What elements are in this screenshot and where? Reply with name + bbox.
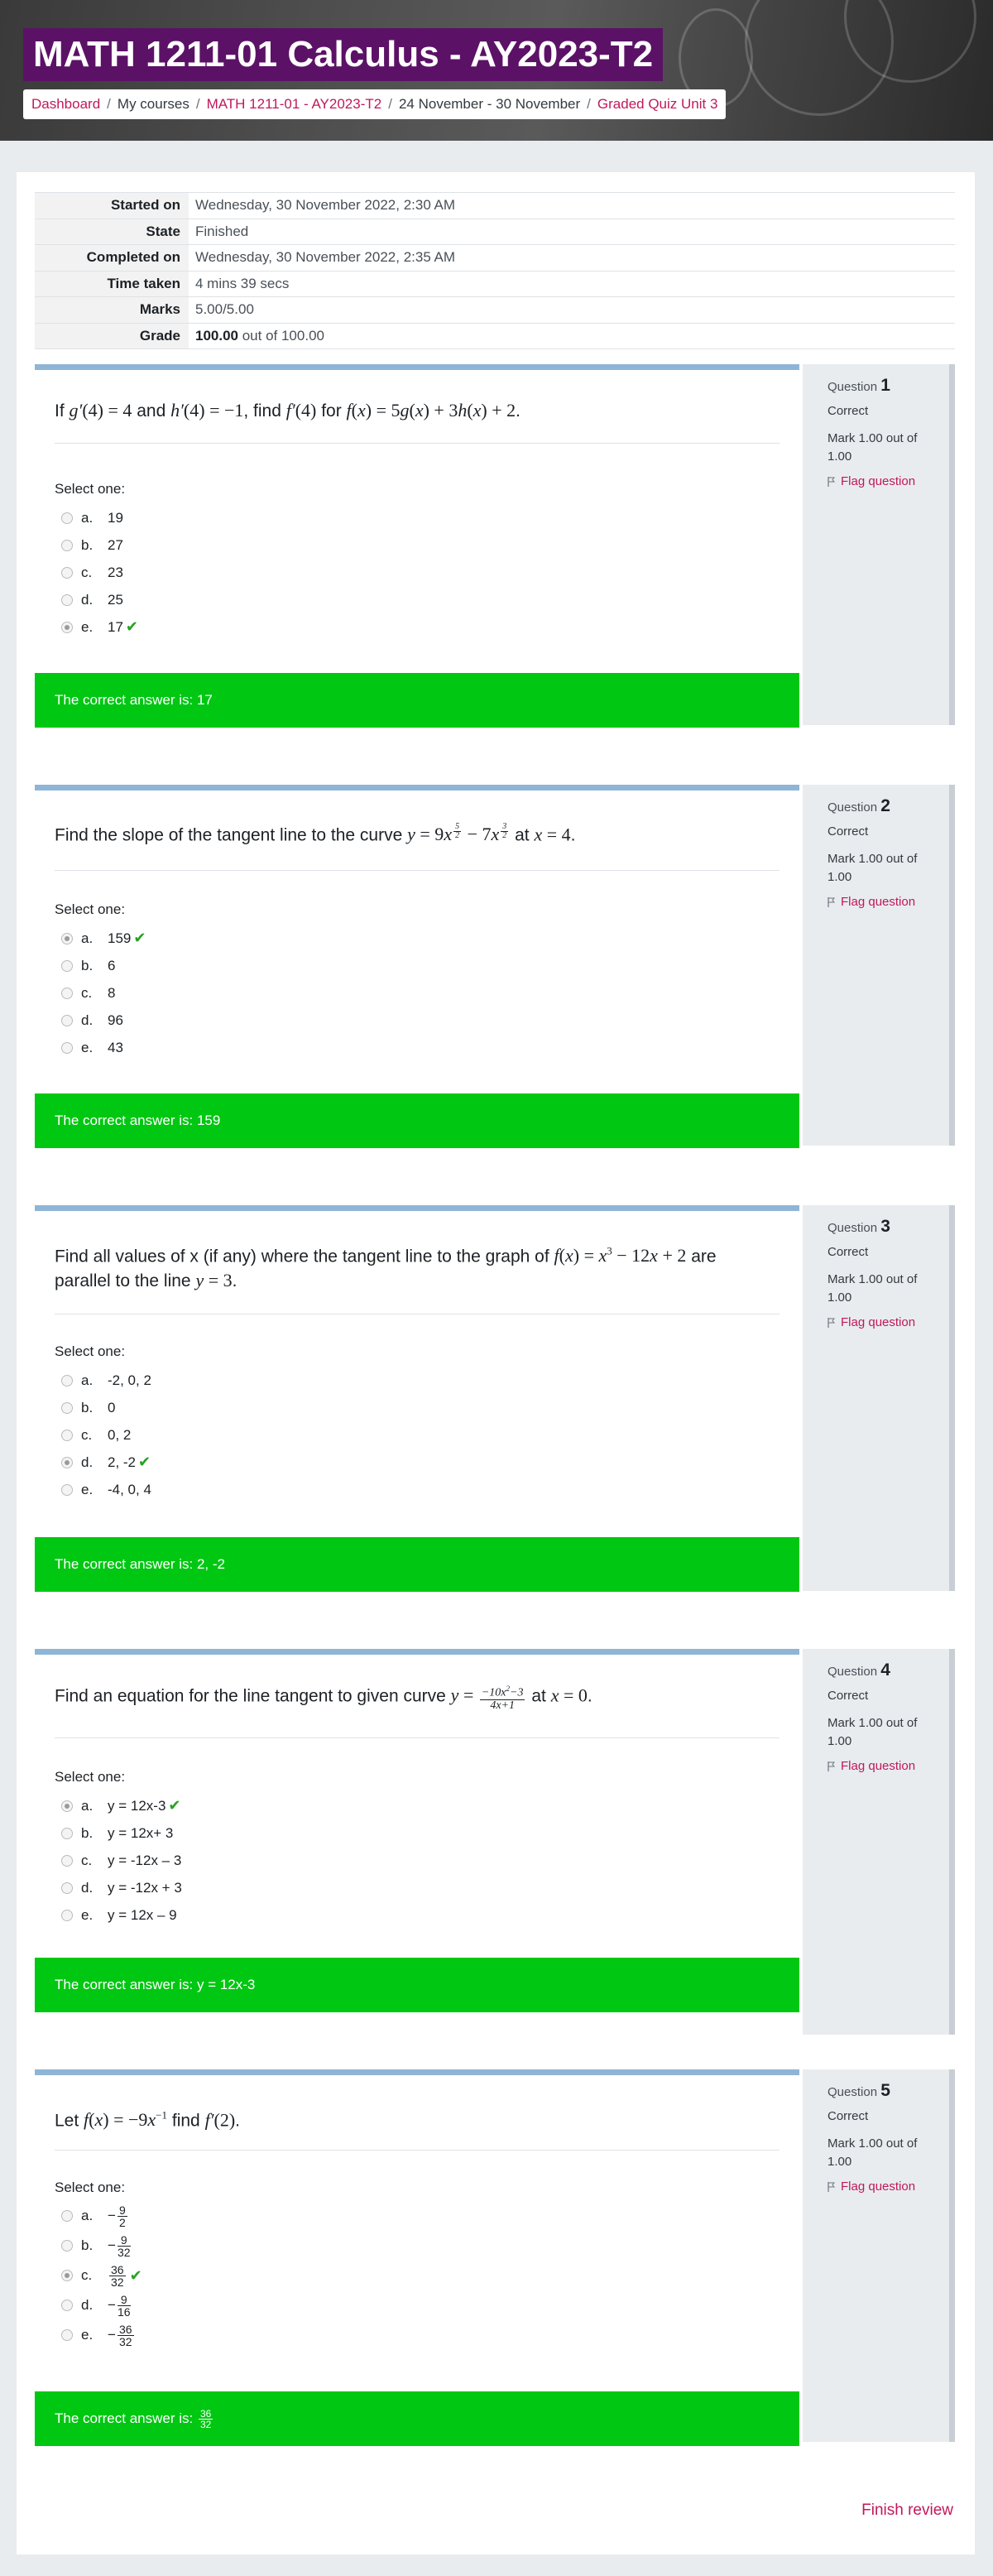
radio-button[interactable] (61, 1828, 73, 1839)
option-letter: a. (81, 1797, 94, 1814)
answer-option[interactable] (61, 2290, 142, 2320)
breadcrumb-separator: / (587, 96, 591, 112)
option-letter: a. (81, 2208, 94, 2223)
flag-question-link[interactable] (828, 895, 949, 909)
summary-value (189, 323, 955, 349)
breadcrumb-week: 24 November - 30 November (398, 96, 581, 112)
question-grade: Mark 1.00 out of 1.00 (828, 2136, 918, 2169)
divider (55, 443, 780, 444)
option-text: 23 (108, 564, 123, 580)
flag-icon (828, 1318, 836, 1328)
answer-option[interactable] (61, 2320, 142, 2350)
summary-label: Completed on (35, 245, 189, 272)
question-content (35, 785, 799, 1146)
correct-answer-prefix: The correct answer is: (55, 1977, 194, 1992)
answer-option[interactable] (61, 1367, 151, 1394)
radio-button-selected[interactable] (61, 933, 73, 944)
flag-question-label: Flag question (841, 2180, 916, 2194)
correct-answer-math: $\frac{36}{32}$ (199, 2408, 212, 2431)
correct-answer-prefix: The correct answer is: (55, 1113, 194, 1128)
answer-option[interactable] (61, 1394, 151, 1421)
flag-question-link[interactable] (828, 1759, 949, 1773)
correct-answer-value: y = 12x-3 (196, 1977, 256, 1992)
divider (55, 2150, 780, 2151)
check-icon: ✔ (125, 618, 139, 635)
select-one-label: Select one: (55, 1343, 126, 1359)
radio-button[interactable] (61, 988, 73, 999)
option-letter: b. (81, 1824, 94, 1841)
option-letter: c. (81, 2267, 93, 2283)
check-icon: ✔ (129, 2266, 142, 2284)
page-title: MATH 1211-01 Calculus - AY2023-T2 (23, 28, 663, 81)
option-text: 0, 2 (108, 1426, 132, 1443)
radio-button[interactable] (61, 1375, 73, 1387)
breadcrumb-my-courses: My courses (117, 96, 189, 112)
answer-option[interactable] (61, 1476, 151, 1503)
radio-button[interactable] (61, 2300, 73, 2311)
option-letter: c. (81, 564, 93, 580)
select-one-label: Select one: (55, 901, 126, 917)
question-content (35, 2069, 799, 2442)
answer-option[interactable] (61, 531, 138, 559)
check-icon: ✔ (168, 1797, 181, 1814)
flag-icon (828, 897, 836, 907)
quiz-summary-table (35, 192, 955, 349)
correct-answer-feedback (35, 673, 799, 728)
question-text: Find an equation for the line tangent to given curve y = $\frac{-10x^2-3}{4x+1}$ at x = 0. (55, 1684, 592, 1712)
summary-row (35, 245, 955, 272)
question-state: Correct (828, 824, 869, 839)
select-one-label: Select one: (55, 2180, 126, 2195)
correct-answer-prefix: The correct answer is: (55, 2410, 194, 2426)
summary-label: State (35, 219, 189, 245)
option-text: 19 (108, 509, 123, 526)
option-text: 27 (108, 536, 123, 553)
answer-options (61, 504, 138, 641)
answer-option[interactable] (61, 2201, 142, 2231)
option-text: 8 (108, 984, 116, 1001)
option-letter: b. (81, 957, 94, 973)
question-info (803, 1205, 955, 1591)
answer-option[interactable] (61, 504, 138, 531)
flag-question-label: Flag question (841, 895, 916, 909)
question-number-value: 5 (880, 2081, 890, 2100)
question-5 (35, 2069, 955, 2442)
flag-question-label: Flag question (841, 1315, 916, 1329)
answer-option[interactable] (61, 1874, 182, 1901)
option-text: 17 (108, 618, 123, 635)
question-text: Find the slope of the tangent line to the curve y = 9x $^{\frac{5}{2}}$ − 7x $^{\frac{3}{2}}$ at x = 4. (55, 821, 576, 845)
option-text: 6 (108, 957, 116, 973)
radio-button[interactable] (61, 1910, 73, 1921)
correct-answer-feedback (35, 1093, 799, 1148)
answer-option[interactable] (61, 2231, 142, 2261)
question-text: Let $f(x) = -9x^{-1}$ find f′(2). (55, 2109, 240, 2131)
answer-option[interactable] (61, 586, 138, 613)
breadcrumb-separator: / (107, 96, 111, 112)
option-text: 0 (108, 1399, 116, 1415)
check-icon: ✔ (133, 930, 146, 946)
question-text-part: Find an equation for the line tangent to given curve (55, 1686, 446, 1706)
correct-answer-prefix: The correct answer is: (55, 1556, 194, 1572)
radio-button[interactable] (61, 1882, 73, 1894)
answer-option[interactable] (61, 979, 146, 1007)
question-number (828, 2081, 949, 2101)
answer-option[interactable] (61, 613, 138, 641)
correct-answer-value: 2, -2 (196, 1556, 225, 1572)
radio-button[interactable] (61, 2329, 73, 2341)
answer-options (61, 2201, 142, 2350)
question-label: Question (828, 800, 878, 815)
question-text: If g′(4) = 4 and h′(4) = −1, find f′(4) for f(x) = 5g(x) + 3h(x) + 2. (55, 400, 520, 421)
divider (55, 1737, 780, 1738)
grade-value: 100.00 (195, 327, 238, 344)
page-header (0, 0, 993, 141)
radio-button-selected[interactable] (61, 1457, 73, 1468)
question-grade: Mark 1.00 out of 1.00 (828, 431, 918, 464)
breadcrumb-separator: / (388, 96, 392, 112)
question-number (828, 1217, 949, 1237)
question-content (35, 1205, 799, 1591)
option-letter: b. (81, 1399, 94, 1415)
option-math: − $\frac{9}{16}$ (108, 2292, 131, 2319)
radio-button[interactable] (61, 567, 73, 579)
option-text: -4, 0, 4 (108, 1481, 151, 1497)
summary-row (35, 271, 955, 297)
answer-option[interactable] (61, 952, 146, 979)
question-number (828, 1660, 949, 1680)
summary-value: 5.00/5.00 (189, 297, 955, 324)
flag-question-link[interactable] (828, 474, 949, 488)
question-number-value: 1 (880, 376, 890, 395)
question-text-part: at (515, 825, 530, 845)
flag-question-link[interactable] (828, 2180, 949, 2194)
option-text: y = 12x+ 3 (108, 1824, 174, 1841)
summary-label: Time taken (35, 271, 189, 297)
breadcrumb-dashboard[interactable]: Dashboard (31, 96, 101, 112)
summary-value: 4 mins 39 secs (189, 271, 955, 297)
breadcrumb-quiz[interactable]: Graded Quiz Unit 3 (597, 96, 718, 112)
answer-option[interactable] (61, 1421, 151, 1449)
question-number-value: 3 (880, 1217, 890, 1236)
breadcrumb-course[interactable]: MATH 1211-01 - AY2023-T2 (206, 96, 382, 112)
option-text: 25 (108, 591, 123, 608)
summary-value: Wednesday, 30 November 2022, 2:35 AM (189, 245, 955, 272)
divider (55, 870, 780, 871)
option-letter: c. (81, 1852, 93, 1868)
option-text: y = -12x – 3 (108, 1852, 182, 1868)
main-region (17, 172, 975, 2554)
answer-option[interactable] (61, 1792, 182, 1819)
option-math: $\frac{36}{32}$ (111, 2262, 124, 2289)
correct-answer-feedback (35, 1537, 799, 1592)
correct-answer-prefix: The correct answer is: (55, 692, 194, 708)
option-letter: b. (81, 536, 94, 553)
radio-button[interactable] (61, 1484, 73, 1496)
question-text-part: Find all values of x (if any) where the tangent line to the graph of (55, 1247, 549, 1266)
question-number (828, 376, 949, 396)
question-text-part: Find the slope of the tangent line to the curve (55, 825, 403, 845)
radio-button-selected[interactable] (61, 2270, 73, 2281)
radio-button[interactable] (61, 960, 73, 972)
option-text: y = 12x-3 (108, 1797, 166, 1814)
summary-value: Finished (189, 219, 955, 245)
option-letter: a. (81, 1372, 94, 1388)
option-text: -2, 0, 2 (108, 1372, 151, 1388)
summary-label: Marks (35, 297, 189, 324)
breadcrumb-separator: / (195, 96, 200, 112)
question-4 (35, 1649, 955, 2035)
question-grade: Mark 1.00 out of 1.00 (828, 1272, 918, 1305)
radio-button-selected[interactable] (61, 1800, 73, 1812)
answer-option[interactable] (61, 559, 138, 586)
answer-options (61, 925, 146, 1061)
question-label: Question (828, 1221, 878, 1235)
flag-question-link[interactable] (828, 1315, 949, 1329)
correct-answer-feedback (35, 2391, 799, 2446)
option-text: 159 (108, 930, 132, 946)
question-info (803, 364, 955, 725)
summary-row (35, 193, 955, 219)
check-icon: ✔ (138, 1454, 151, 1470)
option-letter: e. (81, 1906, 94, 1923)
question-2 (35, 785, 955, 1146)
option-letter: a. (81, 509, 94, 526)
option-letter: d. (81, 591, 94, 608)
option-letter: e. (81, 1039, 94, 1055)
answer-option[interactable] (61, 1901, 182, 1929)
radio-button[interactable] (61, 2210, 73, 2222)
radio-button[interactable] (61, 594, 73, 606)
summary-row (35, 219, 955, 245)
question-1 (35, 364, 955, 725)
summary-row (35, 297, 955, 324)
flag-icon (828, 477, 836, 487)
option-letter: d. (81, 1454, 94, 1470)
radio-button[interactable] (61, 2240, 73, 2252)
flag-question-label: Flag question (841, 1759, 916, 1773)
question-state: Correct (828, 1245, 869, 1259)
question-info (803, 785, 955, 1146)
question-text-part: find (171, 2111, 200, 2131)
correct-answer-feedback (35, 1958, 799, 2012)
option-text: 96 (108, 1012, 123, 1028)
summary-label: Started on (35, 193, 189, 219)
question-3 (35, 1205, 955, 1591)
option-text: y = 12x – 9 (108, 1906, 177, 1923)
question-grade: Mark 1.00 out of 1.00 (828, 852, 918, 884)
option-text: 43 (108, 1039, 123, 1055)
option-letter: c. (81, 1426, 93, 1443)
option-math: − $\frac{9}{32}$ (108, 2232, 131, 2259)
breadcrumb (23, 89, 726, 119)
question-text-part: are parallel to the line (55, 1247, 717, 1291)
question-number-value: 2 (880, 796, 890, 815)
option-letter: d. (81, 1879, 94, 1896)
question-state: Correct (828, 2109, 869, 2123)
option-letter: e. (81, 1481, 94, 1497)
question-info (803, 2069, 955, 2442)
answer-option[interactable] (61, 1034, 146, 1061)
radio-button[interactable] (61, 1430, 73, 1441)
summary-value: Wednesday, 30 November 2022, 2:30 AM (189, 193, 955, 219)
question-state: Correct (828, 404, 869, 418)
radio-button[interactable] (61, 512, 73, 524)
answer-option[interactable] (61, 1847, 182, 1874)
option-math: − $\frac{9}{2}$ (108, 2203, 126, 2229)
question-label: Question (828, 1665, 878, 1679)
radio-button[interactable] (61, 1042, 73, 1054)
grade-out-of: out of 100.00 (238, 327, 324, 344)
answer-option[interactable] (61, 1449, 151, 1476)
radio-button[interactable] (61, 1855, 73, 1867)
question-label: Question (828, 2085, 878, 2099)
answer-option[interactable] (61, 1007, 146, 1034)
summary-label: Grade (35, 323, 189, 349)
select-one-label: Select one: (55, 481, 126, 497)
option-letter: a. (81, 930, 94, 946)
radio-button[interactable] (61, 1015, 73, 1026)
answer-option[interactable] (61, 2261, 142, 2290)
option-letter: b. (81, 2237, 94, 2253)
answer-option[interactable] (61, 1819, 182, 1847)
option-letter: d. (81, 1012, 94, 1028)
summary-row (35, 323, 955, 349)
finish-review-link[interactable]: Finish review (861, 2502, 953, 2519)
question-text-part: Let (55, 2111, 79, 2131)
question-text-part: at (531, 1686, 546, 1706)
radio-button[interactable] (61, 540, 73, 551)
flag-question-label: Flag question (841, 474, 916, 488)
question-content (35, 1649, 799, 2035)
question-number-value: 4 (880, 1660, 890, 1680)
radio-button-selected[interactable] (61, 622, 73, 633)
answer-option[interactable] (61, 925, 146, 952)
correct-answer-value: 159 (196, 1113, 221, 1128)
answer-options (61, 1792, 182, 1929)
question-text: Find all values of x (if any) where the tangent line to the graph of $f(x) = x^3 - 12x + 2$ are parallel to the line y = 3. (55, 1245, 717, 1291)
flag-icon (828, 1761, 836, 1771)
correct-answer-value: 17 (196, 692, 213, 708)
question-state: Correct (828, 1689, 869, 1703)
question-grade: Mark 1.00 out of 1.00 (828, 1716, 918, 1748)
question-number (828, 796, 949, 816)
option-letter: d. (81, 2297, 94, 2313)
option-text: y = -12x + 3 (108, 1879, 182, 1896)
question-info (803, 1649, 955, 2035)
option-math: − $\frac{36}{32}$ (108, 2322, 132, 2348)
option-letter: e. (81, 2327, 94, 2343)
question-content (35, 364, 799, 725)
select-one-label: Select one: (55, 1769, 126, 1785)
option-letter: e. (81, 618, 94, 635)
option-letter: c. (81, 984, 93, 1001)
flag-icon (828, 2182, 836, 2192)
option-text: 2, -2 (108, 1454, 137, 1470)
radio-button[interactable] (61, 1402, 73, 1414)
answer-options (61, 1367, 151, 1503)
question-label: Question (828, 380, 878, 394)
